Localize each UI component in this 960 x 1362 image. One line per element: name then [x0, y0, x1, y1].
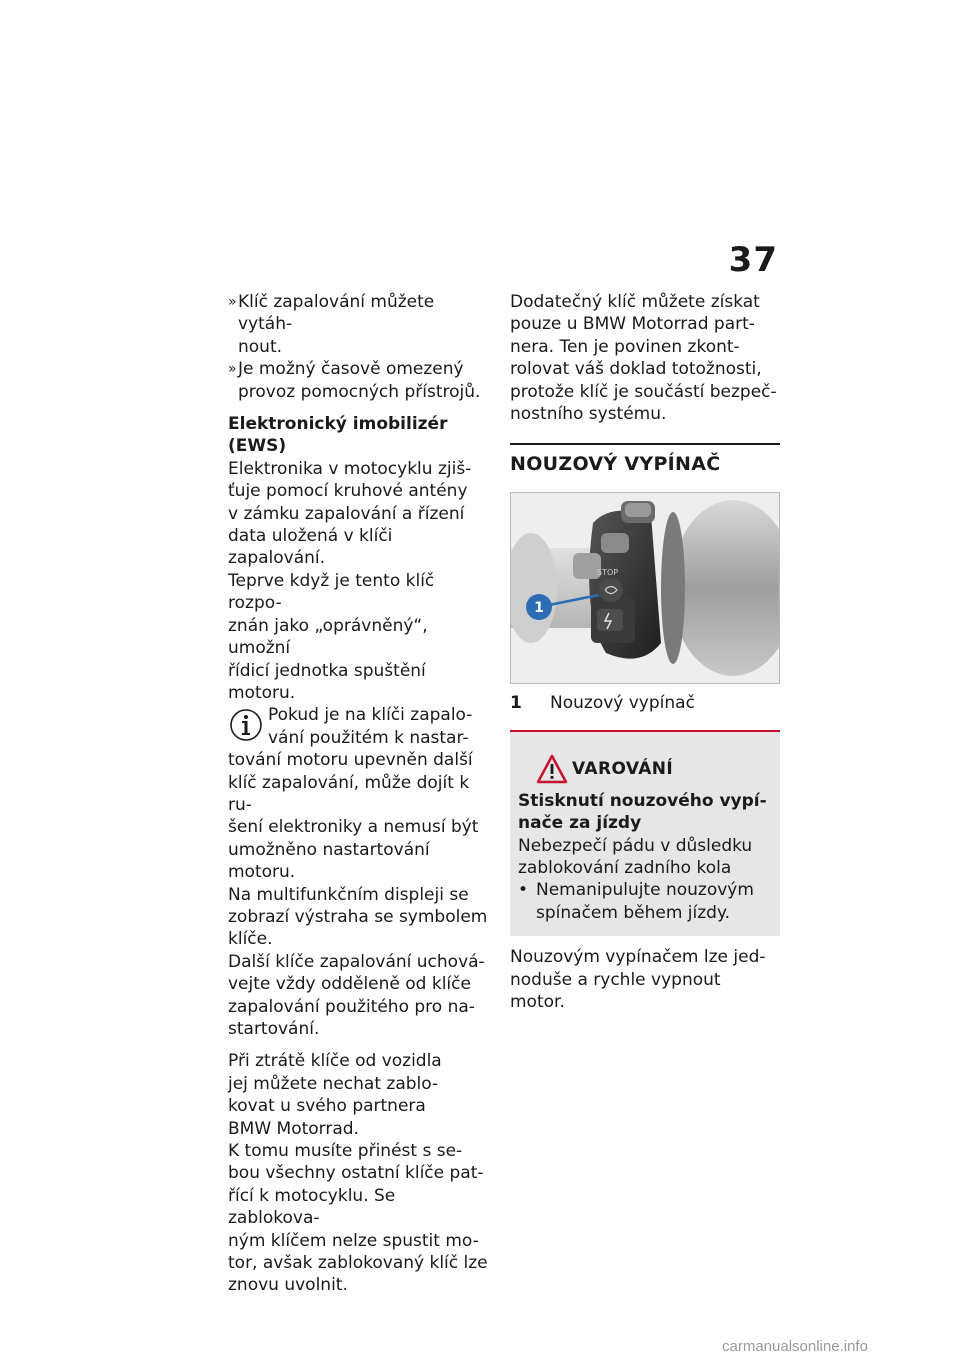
- warning-text: Nebezpečí pádu v důsledku zablokování zadního kola: [518, 835, 753, 879]
- section-heading: NOUZOVÝ VYPÍNAČ: [510, 453, 721, 476]
- watermark: carmanualsonline.info: [722, 1338, 868, 1355]
- bullet-marker: »: [228, 361, 237, 378]
- warning-bullet: [518, 879, 772, 924]
- info-text-a: Pokud je na klíči zapalo- vání použitém k nastar-: [268, 705, 473, 748]
- ews-title: Elektronický imobilizér (EWS): [228, 414, 448, 457]
- page-number: 37: [728, 240, 778, 280]
- warning-bullet-text: Nemanipulujte nouzovým spínačem během jízdy.: [536, 880, 754, 923]
- right-column: [510, 291, 780, 1014]
- warning-header: [518, 750, 772, 790]
- info-note: [228, 704, 490, 950]
- info-icon: [228, 706, 264, 744]
- warning-box: [510, 730, 780, 936]
- ews-text: Elektronika v motocyklu zjiš- ťuje pomocí kruhové antény v zámku zapalování a řízení data uložená v klíči zapalování. Teprve když je tento klíč rozpo- znán jako „oprávněný“, umožní řídicí jednotka spuštění motoru.: [228, 458, 472, 703]
- warning-subtitle: Stisknutí nouzového vypí- nače za jízdy: [518, 790, 767, 834]
- list-item-text: Klíč zapalování můžete vytáh- nout.: [238, 292, 435, 357]
- spare-key-text: Další klíče zapalování uchová- vejte vždy odděleně od klíče zapalování použitého pro na- startování.: [228, 951, 485, 1039]
- lost-key-text: Při ztrátě klíče od vozidla jej můžete nechat zablo- kovat u svého partnera BMW Motorrad.: [228, 1051, 442, 1139]
- list-item-text: Je možný časově omezený provoz pomocných přístrojů.: [238, 359, 481, 402]
- info-text-b: tování motoru upevněn další klíč zapalování, může dojít k ru- šení elektroniky a nemusí být umožněno nastartování motoru. Na multifunkčním displeji se zobrazí výstraha se symbolem klíče.: [228, 750, 488, 950]
- list-item: [228, 291, 490, 358]
- figure-callout-number: 1: [534, 599, 544, 616]
- section-rule: [510, 443, 780, 445]
- left-column: [228, 291, 490, 1297]
- legend-label: Nouzový vypínač: [550, 692, 695, 713]
- handlebar-switch-figure: [510, 492, 780, 684]
- list-item: [228, 358, 490, 403]
- stop-label: STOP: [597, 567, 619, 577]
- lost-key-text-2: K tomu musíte přinést s se- bou všechny ostatní klíče pat- řící k motocyklu. Se zablokova- ným klíčem nelze spustit mo- tor, avšak zablokovaný klíč lze znovu uvolnit.: [228, 1141, 488, 1296]
- warning-triangle-icon: [536, 754, 568, 784]
- figure-legend: [510, 692, 780, 714]
- closing-text: Nouzovým vypínačem lze jed- noduše a rychle vypnout motor.: [510, 947, 766, 1013]
- extra-key-text: Dodatečný klíč můžete získat pouze u BMW Motorrad part- nera. Ten je povinen zkont- rolovat váš doklad totožnosti, protože klíč je součástí bezpeč- nostního systému.: [510, 292, 777, 425]
- bullet-marker: •: [518, 880, 529, 901]
- legend-number: 1: [510, 692, 522, 713]
- bullet-marker: »: [228, 294, 237, 310]
- handlebar-switch-illustration: [511, 493, 779, 683]
- warning-title: VAROVÁNÍ: [572, 758, 674, 779]
